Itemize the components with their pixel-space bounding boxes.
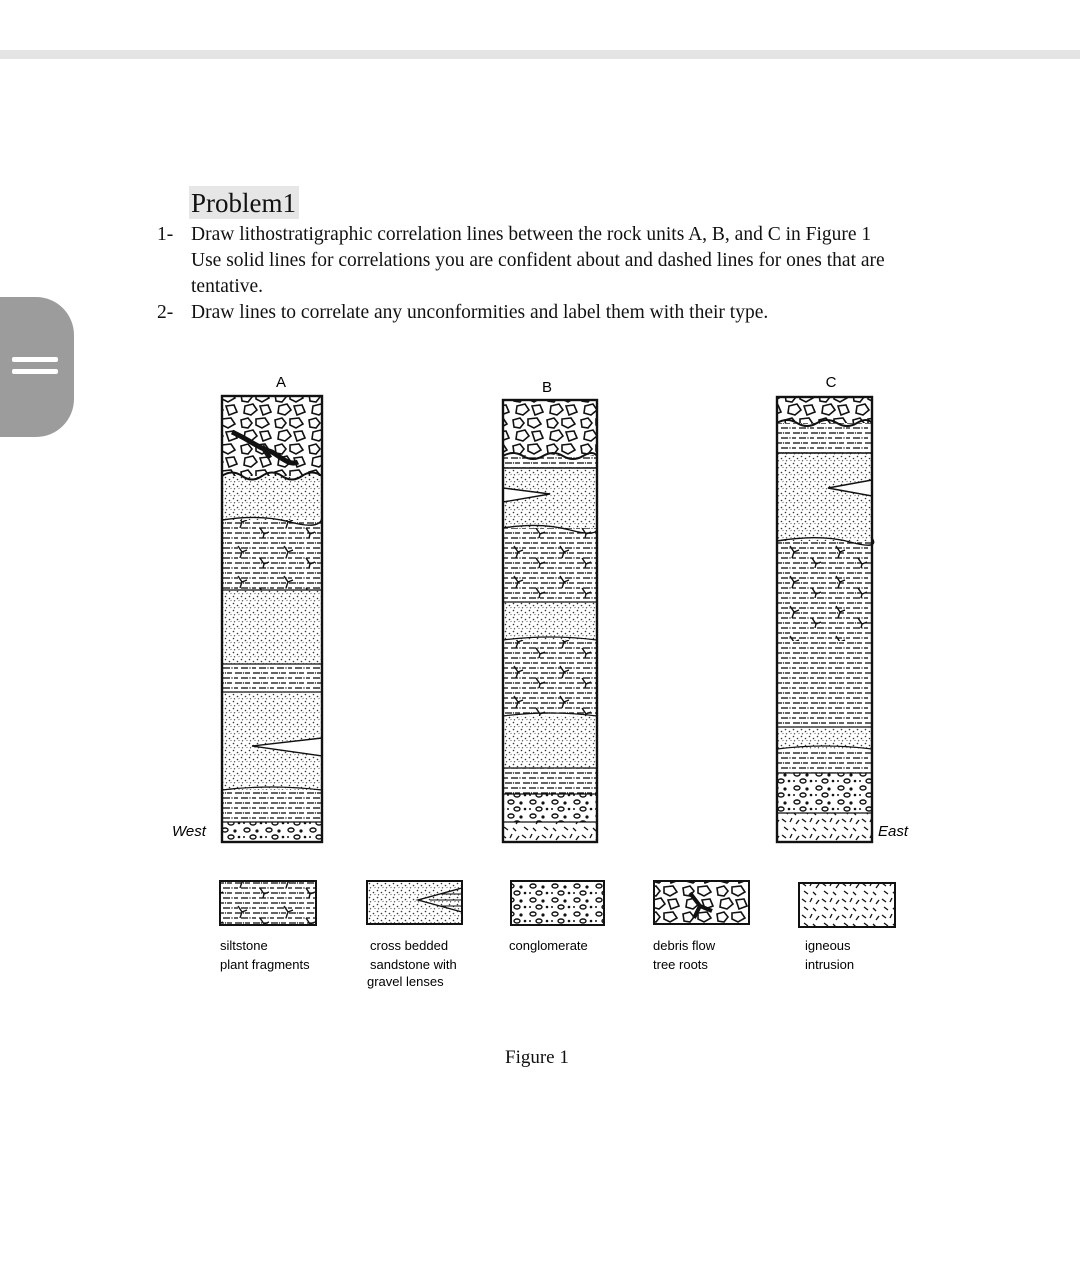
legend-label: conglomerate xyxy=(509,938,588,953)
item-text-line: Draw lithostratigraphic correlation lines between the rock units A, B, and C in Figure 1 xyxy=(191,224,872,245)
layer-siltstone xyxy=(503,456,597,468)
legend-swatch xyxy=(367,881,462,924)
legend-label: intrusion xyxy=(805,957,855,972)
layer-plant-fragments xyxy=(503,528,597,602)
item-number: 1- xyxy=(157,224,174,245)
layer-sandstone xyxy=(222,590,322,664)
layer-debris-flow xyxy=(503,400,597,456)
layer-igneous-intrusion xyxy=(777,813,872,842)
layer-igneous-intrusion xyxy=(503,822,597,842)
legend-item-conglomerate xyxy=(509,881,604,953)
legend-label: siltstone xyxy=(220,938,268,953)
item-number: 2- xyxy=(157,302,174,323)
layer-conglomerate xyxy=(777,773,872,813)
column-a xyxy=(222,374,322,842)
layer-sandstone xyxy=(503,716,597,768)
legend-label: plant fragments xyxy=(220,957,310,972)
layer-siltstone xyxy=(222,790,322,822)
figure-caption: Figure 1 xyxy=(505,1047,569,1068)
item-text-line: tentative. xyxy=(191,276,264,297)
legend xyxy=(220,881,895,989)
layer-plant-fragments xyxy=(222,520,322,590)
column-b xyxy=(503,379,597,842)
layer-sandstone xyxy=(222,476,322,520)
layer-plant-fragments xyxy=(777,541,872,641)
legend-item-siltstone xyxy=(220,881,316,972)
layer-siltstone xyxy=(503,768,597,794)
legend-swatch xyxy=(511,881,604,925)
legend-label: gravel lenses xyxy=(367,974,444,989)
legend-label: sandstone with xyxy=(370,957,457,972)
layer-siltstone xyxy=(777,749,872,773)
west-label: West xyxy=(172,823,206,840)
layer-plant-fragments xyxy=(503,640,597,716)
item-text-line: Use solid lines for correlations you are confident about and dashed lines for ones that are xyxy=(191,250,885,271)
column-label: C xyxy=(825,374,837,391)
legend-label: tree roots xyxy=(653,957,708,972)
legend-label: igneous xyxy=(805,938,851,953)
legend-swatch xyxy=(799,883,895,927)
legend-label: cross bedded xyxy=(370,938,449,953)
problem-title: Problem1 xyxy=(189,186,299,219)
legend-item-debris-flow xyxy=(653,881,749,972)
east-label: East xyxy=(878,823,909,840)
legend-swatch-overlay xyxy=(220,881,316,925)
legend-item-cross-bedded-sandstone xyxy=(367,881,462,989)
legend-item-igneous-intrusion xyxy=(799,883,895,972)
legend-swatch xyxy=(654,881,749,924)
legend-label: debris flow xyxy=(653,938,716,953)
layer-conglomerate xyxy=(222,822,322,842)
layer-conglomerate xyxy=(503,794,597,822)
column-c xyxy=(777,374,874,842)
column-label: B xyxy=(541,379,553,396)
layer-sandstone xyxy=(503,602,597,640)
column-label: A xyxy=(275,374,287,391)
layer-debris-flow xyxy=(777,397,872,423)
item-text-line: Draw lines to correlate any unconformities and label them with their type. xyxy=(191,302,769,323)
layer-sandstone xyxy=(777,453,872,541)
layer-siltstone xyxy=(222,664,322,692)
layer-siltstone xyxy=(777,423,872,453)
